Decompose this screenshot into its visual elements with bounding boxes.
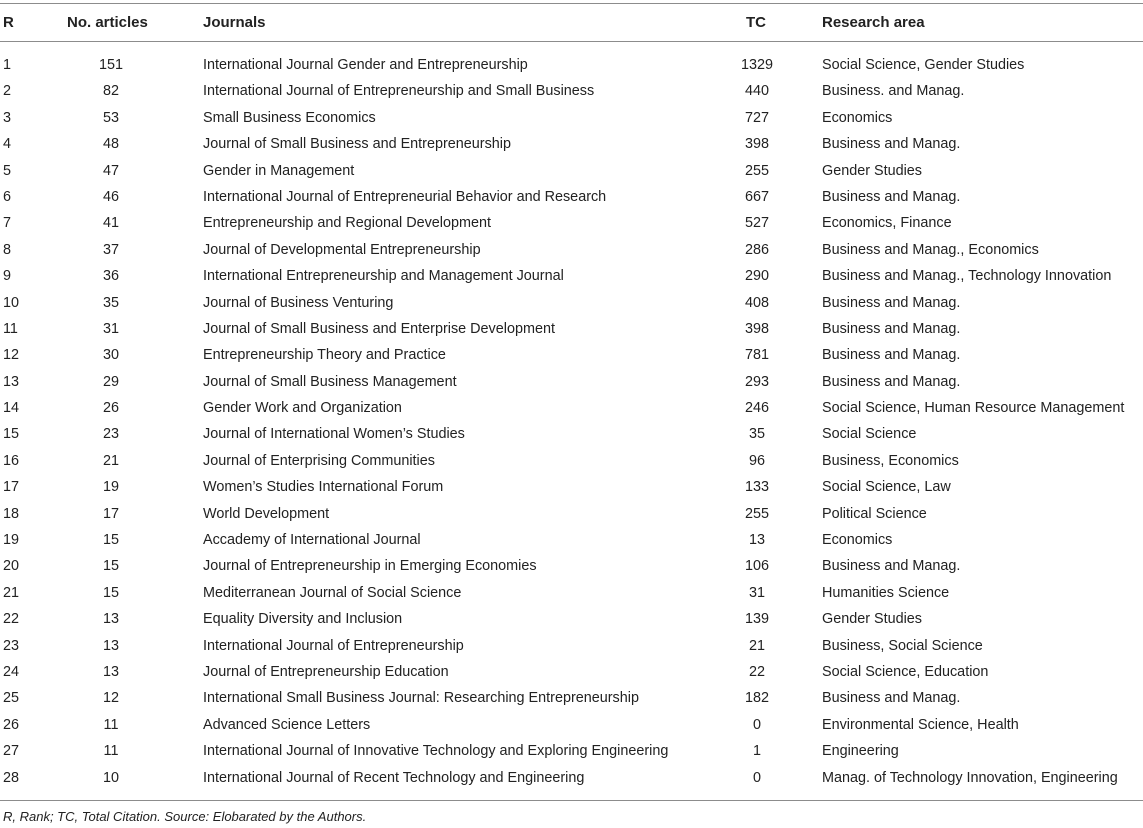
research-area-cell: Gender Studies [822,611,922,628]
table-row [0,449,1143,475]
total-citation-cell-value: 0 [752,769,762,786]
journal-cell: International Journal Gender and Entrepreneurship [203,57,528,73]
table-row [0,686,1143,712]
rank-cell: 19 [3,532,20,549]
total-citation-cell-value: 293 [744,373,770,390]
rank-cell: 20 [3,558,20,575]
total-citation-cell-value: 398 [744,320,770,337]
journal-cell: Journal of Small Business and Entrepreneurship [203,136,511,153]
journal-cell: Journal of Business Venturing [203,294,394,311]
rank-cell: 11 [3,320,18,337]
research-area-cell: Social Science, Gender Studies [822,57,1025,73]
rank-cell: 18 [3,505,20,522]
table-row [0,581,1143,607]
rank-cell: 16 [3,452,20,469]
total-citation-cell-value: 246 [744,400,770,417]
rank-cell: 10 [3,294,20,311]
articles-cell-value: 15 [102,532,120,549]
rank-cell: 23 [3,637,20,654]
articles-cell-value: 37 [102,241,120,258]
research-area-cell: Economics [822,532,893,549]
journal-cell: Entrepreneurship and Regional Development [203,215,491,232]
research-area-cell: Business and Manag. [822,320,961,337]
total-citation-cell-value: 781 [744,347,770,364]
research-area-cell: Business and Manag. [822,690,961,707]
articles-cell-value: 47 [102,162,120,179]
total-citation-cell-value: 727 [744,109,770,126]
total-citation-cell-value: 667 [744,188,770,205]
total-citation-cell-value: 1329 [740,57,774,73]
journal-cell: International Journal of Entrepreneurial Behavior and Research [203,188,607,205]
rank-cell: 25 [3,690,20,707]
articles-cell-value: 35 [102,294,120,311]
total-citation-cell-value: 35 [748,426,766,443]
articles-cell-value: 12 [102,690,120,707]
research-area-cell: Social Science, Law [822,479,951,496]
articles-cell-value: 151 [98,57,124,73]
table-row [0,475,1143,501]
research-area-cell: Business and Manag. [822,347,961,364]
total-citation-cell-value: 290 [744,268,770,285]
table-row [0,554,1143,580]
rank-cell: 1 [3,57,12,73]
articles-cell-value: 31 [102,320,120,337]
table-row [0,211,1143,237]
table-row [0,53,1143,79]
total-citation-cell-value: 96 [748,452,766,469]
research-area-cell: Business and Manag., Technology Innovation [822,268,1112,285]
total-citation-cell-value: 106 [744,558,770,575]
research-area-cell: Business and Manag. [822,188,961,205]
table-row [0,502,1143,528]
total-citation-cell-value: 13 [748,532,766,549]
articles-cell-value: 82 [102,83,120,100]
research-area-cell: Business and Manag. [822,373,961,390]
table-row [0,238,1143,264]
articles-cell-value: 13 [102,611,120,628]
rank-cell: 2 [3,83,12,100]
journal-cell: International Journal of Innovative Technology and Exploring Engineering [203,743,669,760]
table-row [0,660,1143,686]
articles-cell-value: 15 [102,584,120,601]
table-body [0,53,1143,792]
research-area-cell: Manag. of Technology Innovation, Engineering [822,769,1118,786]
total-citation-cell-value: 255 [744,505,770,522]
total-citation-cell-value: 440 [744,83,770,100]
articles-cell-value: 36 [102,268,120,285]
table-row [0,79,1143,105]
journal-cell: World Development [203,505,330,522]
research-area-cell: Political Science [822,505,927,522]
journal-cell: Women’s Studies International Forum [203,479,444,496]
articles-cell-value: 11 [103,716,119,733]
journal-cell: Journal of Small Business and Enterprise Development [203,320,555,337]
total-citation-cell-value: 21 [748,637,766,654]
header-total-citation: TC [746,14,766,31]
rank-cell: 24 [3,663,20,680]
articles-cell-value: 26 [102,400,120,417]
table-row [0,317,1143,343]
journal-cell: International Journal of Entrepreneurship and Small Business [203,83,595,100]
articles-cell-value: 15 [102,558,120,575]
journal-cell: Small Business Economics [203,109,376,126]
header-articles: No. articles [67,14,148,31]
journal-cell: International Journal of Recent Technology and Engineering [203,769,585,786]
table-row [0,185,1143,211]
research-area-cell: Social Science, Human Resource Management [822,400,1125,417]
journal-cell: Journal of Entrepreneurship Education [203,663,449,680]
rank-cell: 28 [3,769,20,786]
journal-cell: Journal of Small Business Management [203,373,457,390]
total-citation-cell-value: 133 [744,479,770,496]
table-row [0,634,1143,660]
articles-cell-value: 13 [102,637,120,654]
research-area-cell: Business, Economics [822,452,959,469]
articles-cell-value: 53 [102,109,120,126]
header-rule [0,41,1143,42]
table-row [0,291,1143,317]
journal-cell: Journal of Entrepreneurship in Emerging Economies [203,558,537,575]
table-row [0,264,1143,290]
articles-cell-value: 48 [102,136,120,153]
journal-cell: International Small Business Journal: Researching Entrepreneurship [203,690,639,707]
articles-cell-value: 13 [102,663,120,680]
articles-cell-value: 21 [102,452,120,469]
total-citation-cell-value: 527 [744,215,770,232]
rank-cell: 15 [3,426,20,443]
journal-cell: International Entrepreneurship and Management Journal [203,268,564,285]
research-area-cell: Environmental Science, Health [822,716,1019,733]
research-area-cell: Business and Manag. [822,136,961,153]
table-row [0,766,1143,792]
total-citation-cell-value: 139 [744,611,770,628]
total-citation-cell-value: 22 [748,663,766,680]
journal-cell: Gender Work and Organization [203,400,402,417]
journal-cell: Advanced Science Letters [203,716,371,733]
table-row [0,528,1143,554]
table-row [0,422,1143,448]
rank-cell: 5 [3,162,12,179]
rank-cell: 12 [3,347,20,364]
rank-cell: 6 [3,188,12,205]
table-row [0,713,1143,739]
total-citation-cell-value: 182 [744,690,770,707]
rank-cell: 22 [3,611,20,628]
research-area-cell: Economics, Finance [822,215,952,232]
rank-cell: 14 [3,400,20,417]
rank-cell: 7 [3,215,12,232]
table-row [0,739,1143,765]
articles-cell-value: 41 [102,215,120,232]
articles-cell-value: 10 [102,769,120,786]
journal-cell: Journal of Enterprising Communities [203,452,435,469]
research-area-cell: Business and Manag. [822,558,961,575]
total-citation-cell-value: 408 [744,294,770,311]
journal-cell: International Journal of Entrepreneurship [203,637,464,654]
research-area-cell: Business and Manag., Economics [822,241,1039,258]
research-area-cell: Business. and Manag. [822,83,965,100]
rank-cell: 17 [3,479,20,496]
articles-cell-value: 46 [102,188,120,205]
table-row [0,607,1143,633]
articles-cell-value: 29 [102,373,120,390]
journal-cell: Mediterranean Journal of Social Science [203,584,462,601]
articles-cell-value: 11 [103,743,119,760]
total-citation-cell-value: 0 [752,716,762,733]
research-area-cell: Gender Studies [822,162,922,179]
rank-cell: 26 [3,716,20,733]
total-citation-cell-value: 398 [744,136,770,153]
articles-cell-value: 19 [102,479,120,496]
table-row [0,106,1143,132]
total-citation-cell-value: 1 [752,743,762,760]
table-row [0,132,1143,158]
research-area-cell: Business, Social Science [822,637,983,654]
bottom-rule [0,800,1143,801]
research-area-cell: Social Science, Education [822,663,989,680]
table-row [0,343,1143,369]
articles-cell-value: 23 [102,426,120,443]
journal-cell: Journal of International Women’s Studies [203,426,465,443]
rank-cell: 4 [3,136,12,153]
research-area-cell: Social Science [822,426,917,443]
journal-cell: Journal of Developmental Entrepreneurship [203,241,481,258]
articles-cell-value: 30 [102,347,120,364]
top-rule [0,3,1143,4]
journal-cell: Gender in Management [203,162,355,179]
articles-cell-value: 17 [102,505,120,522]
rank-cell: 13 [3,373,20,390]
rank-cell: 21 [3,584,20,601]
header-rank: R [3,14,14,31]
table-footnote: R, Rank; TC, Total Citation. Source: Elobarated by the Authors. [3,809,367,824]
header-journals: Journals [203,14,266,31]
journal-cell: Equality Diversity and Inclusion [203,611,403,628]
research-area-cell: Economics [822,109,893,126]
total-citation-cell-value: 255 [744,162,770,179]
rank-cell: 8 [3,241,12,258]
research-area-cell: Business and Manag. [822,294,961,311]
total-citation-cell-value: 31 [748,584,766,601]
research-area-cell: Engineering [822,743,899,760]
total-citation-cell-value: 286 [744,241,770,258]
table-row [0,159,1143,185]
rank-cell: 3 [3,109,12,126]
table-row [0,370,1143,396]
journal-cell: Accademy of International Journal [203,532,421,549]
research-area-cell: Humanities Science [822,584,950,601]
rank-cell: 9 [3,268,12,285]
header-research-area: Research area [822,14,925,31]
table-row [0,396,1143,422]
journal-cell: Entrepreneurship Theory and Practice [203,347,446,364]
rank-cell: 27 [3,743,20,760]
